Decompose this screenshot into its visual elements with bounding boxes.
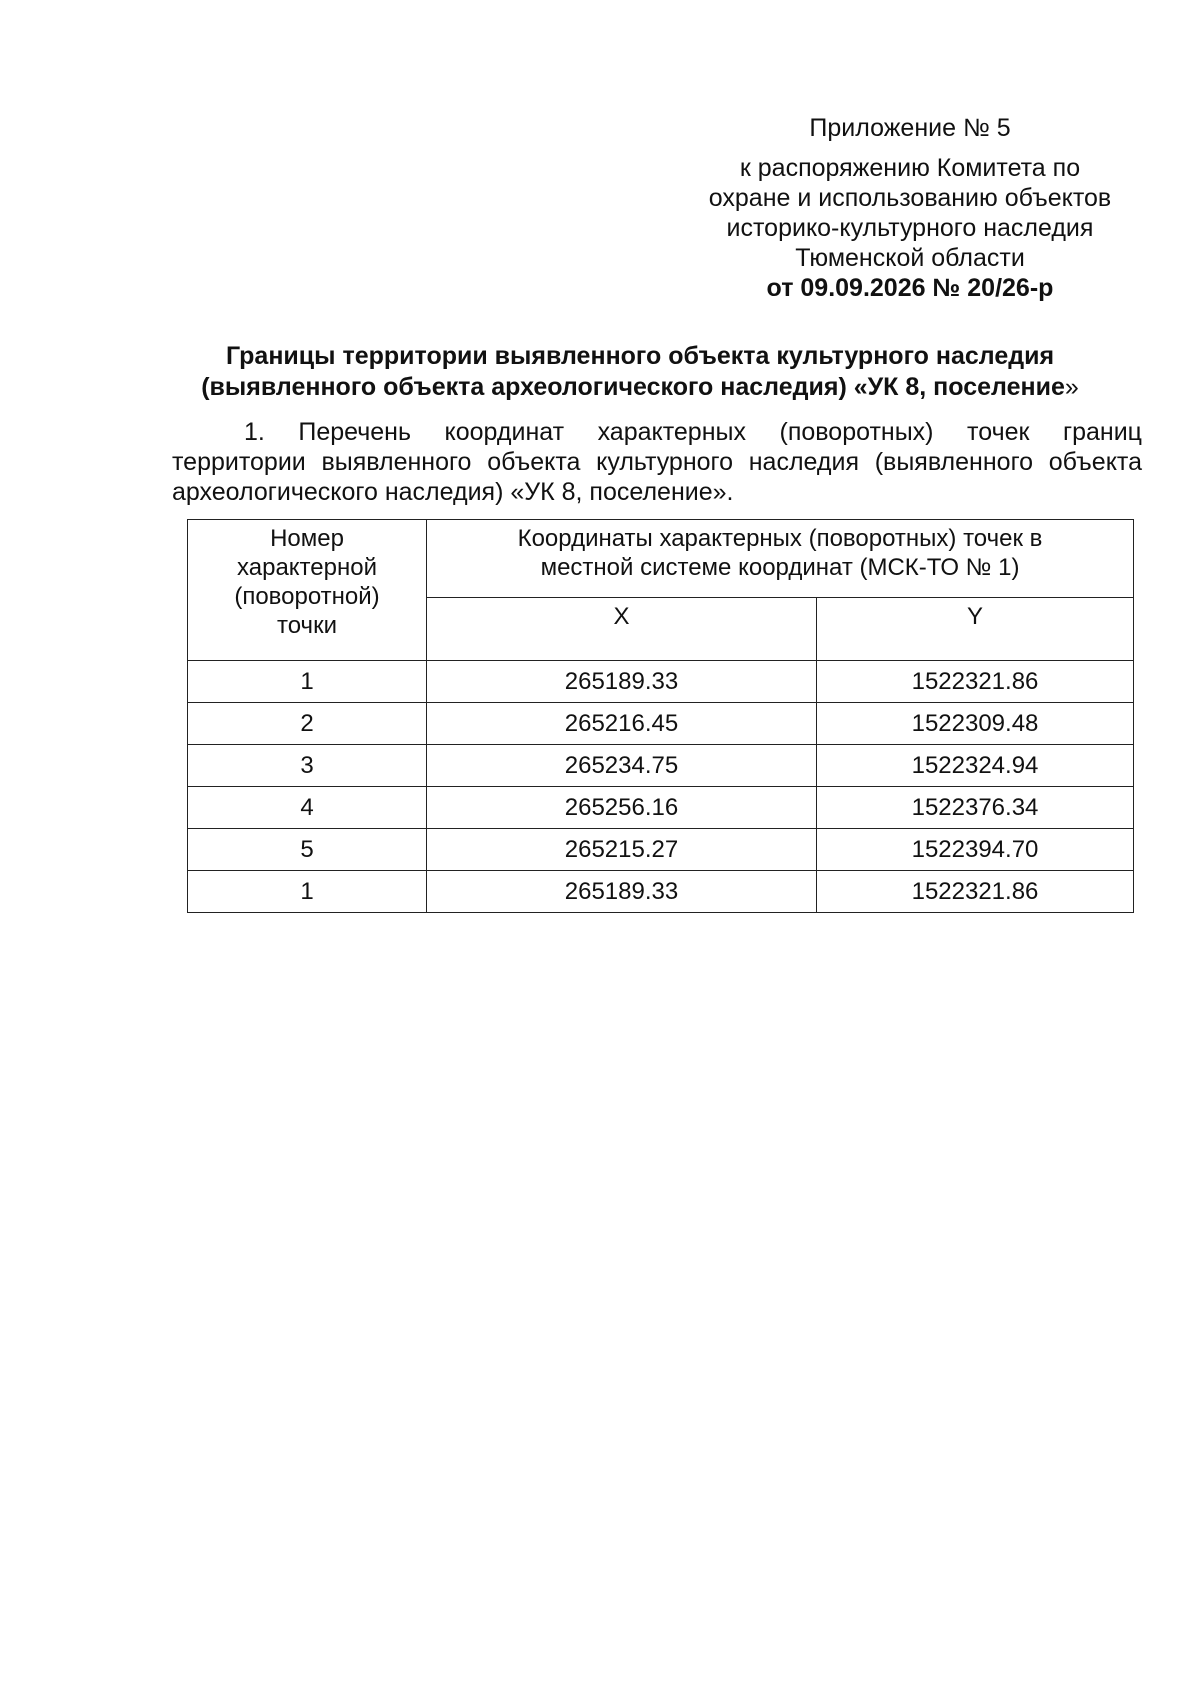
cell-x: 265215.27 — [427, 829, 817, 871]
cell-x: 265189.33 — [427, 871, 817, 913]
header-point-line: Номер — [270, 525, 344, 552]
header-coords-line: местной системе координат (МСК-ТО № 1) — [540, 554, 1020, 581]
cell-y: 1522376.34 — [817, 787, 1134, 829]
appendix-line: историко-культурного наследия — [726, 214, 1094, 242]
cell-y: 1522309.48 — [817, 703, 1134, 745]
cell-x: 265189.33 — [427, 661, 817, 703]
cell-point-number: 1 — [188, 661, 427, 703]
heading-line-bold: (выявленного объекта археологического наследия) «УК 8, поселение — [201, 373, 1065, 401]
appendix-line: охране и использованию объектов — [708, 184, 1112, 212]
header-coordinates — [427, 520, 1134, 598]
cell-point-number: 4 — [188, 787, 427, 829]
table-row — [188, 661, 1134, 703]
cell-y: 1522324.94 — [817, 745, 1134, 787]
intro-paragraph — [172, 417, 1142, 507]
cell-x: 265216.45 — [427, 703, 817, 745]
cell-y: 1522321.86 — [817, 871, 1134, 913]
table-body — [188, 661, 1134, 913]
header-x: X — [427, 598, 817, 661]
heading-line-tail: » — [1064, 373, 1079, 401]
table-row — [188, 703, 1134, 745]
cell-point-number: 3 — [188, 745, 427, 787]
header-coords-line: Координаты характерных (поворотных) точек в — [517, 525, 1043, 552]
appendix-order-date: от 09.09.2026 № 20/26-р — [766, 274, 1054, 302]
cell-point-number: 1 — [188, 871, 427, 913]
cell-point-number: 2 — [188, 703, 427, 745]
document-heading — [160, 341, 1120, 403]
heading-line: Границы территории выявленного объекта культурного наследия — [225, 342, 1055, 370]
cell-x: 265256.16 — [427, 787, 817, 829]
table-row — [188, 745, 1134, 787]
coordinates-table — [187, 519, 1134, 913]
cell-y: 1522394.70 — [817, 829, 1134, 871]
appendix-title: Приложение № 5 — [809, 114, 1011, 142]
cell-x: 265234.75 — [427, 745, 817, 787]
header-point-line: точки — [277, 612, 337, 639]
table-header — [188, 520, 1134, 661]
appendix-block — [690, 113, 1130, 303]
intro-first-line: 1. Перечень координат характерных (поворотных) точек границ — [244, 418, 1142, 446]
header-y: Y — [817, 598, 1134, 661]
intro-rest: территории выявленного объекта культурного наследия (выявленного объекта археологического наследия) «УК 8, поселение». — [172, 448, 1142, 506]
appendix-line: Тюменской области — [795, 244, 1025, 272]
heading-line — [160, 372, 1120, 403]
header-point-line: (поворотной) — [234, 583, 380, 610]
table-row — [188, 829, 1134, 871]
cell-y: 1522321.86 — [817, 661, 1134, 703]
cell-point-number: 5 — [188, 829, 427, 871]
table-row — [188, 787, 1134, 829]
header-point-line: характерной — [237, 554, 377, 581]
appendix-line: к распоряжению Комитета по — [739, 154, 1081, 182]
table-row — [188, 871, 1134, 913]
header-point-number — [188, 520, 427, 661]
